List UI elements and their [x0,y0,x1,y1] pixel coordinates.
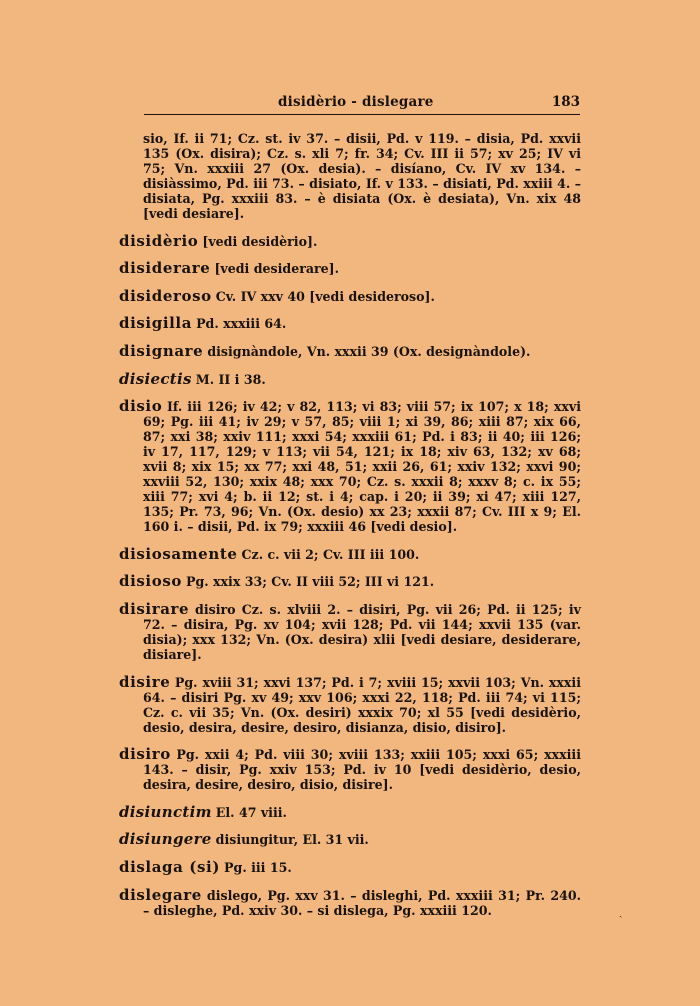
entry-headword: disiectis [119,369,192,388]
dictionary-entry [119,131,581,221]
entry-text: El. 47 viii. [215,804,287,820]
entry-headword: disignare [119,341,204,360]
entry-text: [vedi desiderare]. [214,261,340,277]
entry-text: Cz. c. vii 2; Cv. III iii 100. [241,546,420,562]
entry-headword: dislaga (si) [119,857,221,876]
dictionary-entry [119,261,581,276]
dictionary-entry [119,286,581,305]
entry-text: Pg. xxii 4; Pd. viii 30; xviii 133; xxiii 105; xxxi 65; xxxiii 143. – disir, Pg. xxiv 153; Pd. iv 10 [vedi desidèrio, desio, desira, desire, desiro, disio, disire]. [143,747,581,793]
dictionary-entry [119,574,581,589]
entry-text: Pg. xviii 31; xxvi 137; Pd. i 7; xviii 15; xxvii 103; Vn. xxxii 64. – disiri Pg. xv 49; xxv 106; xxxi 22, 118; Pd. iii 74; vi 115; Cz. c. vii 35; Vn. (Ox. desiri) xxxix 70; xl 55 [vedi desidèrio, desio, desira, desire, desiro, disianza, disio, disiro]. [143,674,581,735]
entry-text: [vedi desidèrio]. [202,233,318,249]
dictionary-entry [119,832,581,847]
dictionary-entry [119,316,581,331]
dictionary-entry [119,544,581,563]
entry-headword: disirare [119,599,190,618]
dictionary-entry [119,231,581,250]
dictionary-entry [119,672,581,735]
entry-headword: disigilla [119,314,193,333]
dictionary-entry [119,747,581,792]
running-title: disidèrio - dislegare [278,94,434,110]
entry-text: disiro Cz. s. xlviii 2. – disiri, Pg. vii 26; Pd. ii 125; iv 72. – disira, Pg. xv 104; xvii 128; Pd. vii 144; xxvii 135 (var. disia); xxx 132; Vn. (Ox. desira) xlii [vedi desiare, desiderare, disiare]. [143,601,581,662]
dictionary-entry [119,341,581,360]
entry-headword: disioso [119,572,182,591]
entry-headword: disiunctim [119,802,212,821]
entry-text: disignàndole, Vn. xxxii 39 (Ox. designàndole). [207,343,531,359]
page-number: 183 [551,94,580,110]
entry-text: Pg. iii 15. [224,859,292,875]
entry-text: Pd. xxxiii 64. [196,316,287,332]
entry-headword: disiderare [119,259,211,278]
dictionary-entries [119,131,581,925]
entry-headword: disiosamente [119,544,238,563]
dictionary-entry [119,369,581,388]
header-rule [144,114,580,115]
entry-text: disiungitur, El. 31 vii. [215,832,369,848]
dictionary-entry [119,857,581,876]
entry-headword: dislegare [119,885,202,904]
dictionary-entry [119,599,581,662]
entry-headword: disiungere [119,830,212,849]
entry-text: Pg. xxix 33; Cv. II viii 52; III vi 121. [186,574,435,590]
entry-headword: disiro [119,745,171,764]
entry-text: M. II i 38. [195,371,266,387]
dictionary-entry [119,802,581,821]
entry-headword: disidèrio [119,231,199,250]
entry-headword: disio [119,397,163,416]
entry-text: sio, If. ii 71; Cz. st. iv 37. – disii, Pd. v 119. – disia, Pd. xxvii 135 (Ox. disira); Cz. s. xli 7; fr. 34; Cv. III ii 57; xv 25; IV vi 75; Vn. xxxiii 27 (Ox. desia). – disíano, Cv. IV xv 134. – disiàssimo, Pd. iii 73. – disiato, If. v 133. – disiati, Pd. xxiii 4. – disiata, Pg. xxxiii 83. – è disiata (Ox. è desiata), Vn. xix 48 [vedi desiare]. [143,131,581,221]
dictionary-entry [119,885,581,918]
dictionary-entry [119,399,581,534]
entry-headword: disideroso [119,286,212,305]
entry-text: If. iii 126; iv 42; v 82, 113; vi 83; viii 57; ix 107; x 18; xxvi 69; Pg. iii 41; iv 29; v 57, 85; viii 1; xi 39, 86; xiii 87; xix 66, 87; xxi 38; xxiv 111; xxxi 54; xxxiii 61; Pd. i 83; ii 40; iii 126; iv 17, 117, 129; v 113; vii 54, 121; ix 18; xiv 63, 132; xv 68; xvii 8; xix 15; xx 77; xxi 48, 51; xxii 26, 61; xxiv 132; xxvi 90; xxviii 52, 130; xxix 48; xxx 70; Cz. s. xxxii 8; xxxv 8; c. ix 55; xiii 77; xvi 4; b. ii 12; st. i 4; cap. i 20; ii 39; xi 47; xiii 127, 135; Pr. 73, 96; Vn. (Ox. desio) xx 23; xxxii 87; Cv. III x 9; El. 160 i. – disii, Pd. ix 79; xxxiii 46 [vedi desio]. [143,399,581,535]
entry-text: dislego, Pg. xxv 31. – disleghi, Pd. xxxiii 31; Pr. 240. – disleghe, Pd. xxiv 30. – si dislega, Pg. xxxiii 120. [143,887,581,918]
entry-text: Cv. IV xxv 40 [vedi desideroso]. [215,288,435,304]
page-header [144,92,580,112]
stray-mark: ˎ [619,907,623,918]
entry-headword: disire [119,672,171,691]
